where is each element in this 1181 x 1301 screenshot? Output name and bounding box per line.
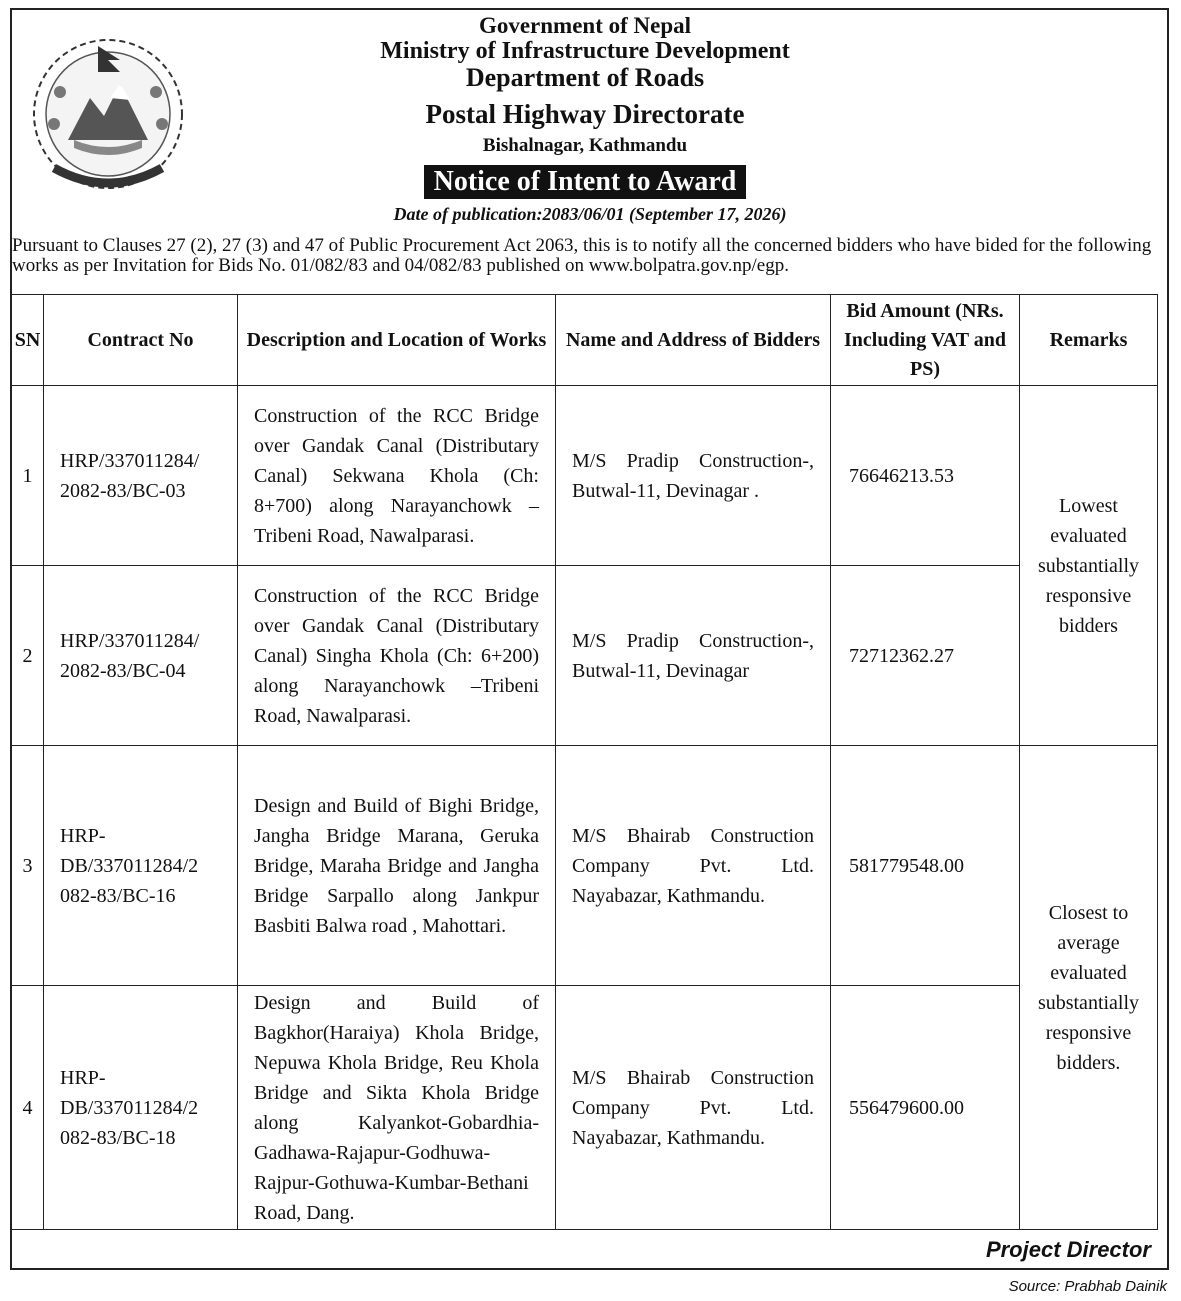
signatory: Project Director — [985, 1237, 1151, 1262]
intro-paragraph: Pursuant to Clauses 27 (2), 27 (3) and 47 of Public Procurement Act 2063, this is to notify all the concerned bidders who have bided for the following works as per Invitation for Bids No. 01/082/83 and 04/082/83 published on www.bolpatra.gov.np/egp. — [12, 235, 1152, 276]
table-row — [12, 566, 1158, 746]
letterhead — [280, 14, 890, 199]
award-table — [11, 294, 1158, 1230]
notice-title: Notice of Intent to Award — [424, 165, 747, 199]
directorate-name: Postal Highway Directorate — [425, 99, 745, 129]
cell-remarks-group-2: Closest to average evaluated substantially responsive bidders. — [1020, 746, 1158, 1230]
ministry-name: Ministry of Infrastructure Development — [380, 38, 790, 64]
publication-date: Date of publication:2083/06/01 (September 17, 2026) — [393, 204, 787, 224]
cell-description: Design and Build of Bighi Bridge, Jangha Bridge Marana, Geruka Bridge, Maraha Bridge and Jangha Bridge Sarpallo along Jankpur Basbiti Balwa road , Mahottari. — [238, 746, 556, 986]
header-bidder: Name and Address of Bidders — [556, 295, 831, 386]
cell-bidder: M/S Bhairab Construction Company Pvt. Ltd. Nayabazar, Kathmandu. — [556, 746, 831, 986]
department-name: Department of Roads — [465, 63, 705, 92]
cell-amount: 76646213.53 — [831, 386, 1020, 566]
cell-sn: 2 — [12, 566, 44, 746]
cell-bidder: M/S Bhairab Construction Company Pvt. Ltd. Nayabazar, Kathmandu. — [556, 986, 831, 1230]
nepal-emblem-icon — [24, 28, 192, 196]
cell-contract: HRP/337011284/ 2082-83/BC-03 — [44, 386, 238, 566]
cell-description: Design and Build of Bagkhor(Haraiya) Khola Bridge, Nepuwa Khola Bridge, Reu Khola Bridge and Sikta Khola Bridge along Kalyankot-Gobardhia-Gadhawa-Rajapur-Godhuwa-Rajpur-Gothuwa-Kumbar-Bethani Road, Dang. — [238, 986, 556, 1230]
cell-bidder: M/S Pradip Construction-, Butwal-11, Devinagar — [556, 566, 831, 746]
header-amount: Bid Amount (NRs. Including VAT and PS) — [831, 295, 1020, 386]
cell-sn: 4 — [12, 986, 44, 1230]
cell-amount: 581779548.00 — [831, 746, 1020, 986]
cell-contract: HRP/337011284/ 2082-83/BC-04 — [44, 566, 238, 746]
cell-sn: 1 — [12, 386, 44, 566]
cell-sn: 3 — [12, 746, 44, 986]
government-name: Government of Nepal — [478, 13, 692, 38]
table-row — [12, 746, 1158, 986]
header-description: Description and Location of Works — [238, 295, 556, 386]
header-sn: SN — [12, 295, 44, 386]
cell-description: Construction of the RCC Bridge over Gandak Canal (Distributary Canal) Singha Khola (Ch: 6+200) along Narayanchowk –Tribeni Road, Nawalparasi. — [238, 566, 556, 746]
cell-contract: HRP- DB/337011284/2 082-83/BC-16 — [44, 746, 238, 986]
source-credit: Source: Prabhab Dainik — [1008, 1278, 1167, 1295]
office-address: Bishalnagar, Kathmandu — [482, 135, 688, 156]
cell-bidder: M/S Pradip Construction-, Butwal-11, Devinagar . — [556, 386, 831, 566]
table-row — [12, 386, 1158, 566]
table-header-row — [12, 295, 1158, 386]
cell-description: Construction of the RCC Bridge over Gandak Canal (Distributary Canal) Sekwana Khola (Ch: 8+700) along Narayanchowk –Tribeni Road, Nawalparasi. — [238, 386, 556, 566]
cell-amount: 556479600.00 — [831, 986, 1020, 1230]
header-contract: Contract No — [44, 295, 238, 386]
cell-remarks-group-1: Lowest evaluated substantially responsive bidders — [1020, 386, 1158, 746]
cell-amount: 72712362.27 — [831, 566, 1020, 746]
cell-contract: HRP- DB/337011284/2 082-83/BC-18 — [44, 986, 238, 1230]
table-row — [12, 986, 1158, 1230]
header-remarks: Remarks — [1020, 295, 1158, 386]
